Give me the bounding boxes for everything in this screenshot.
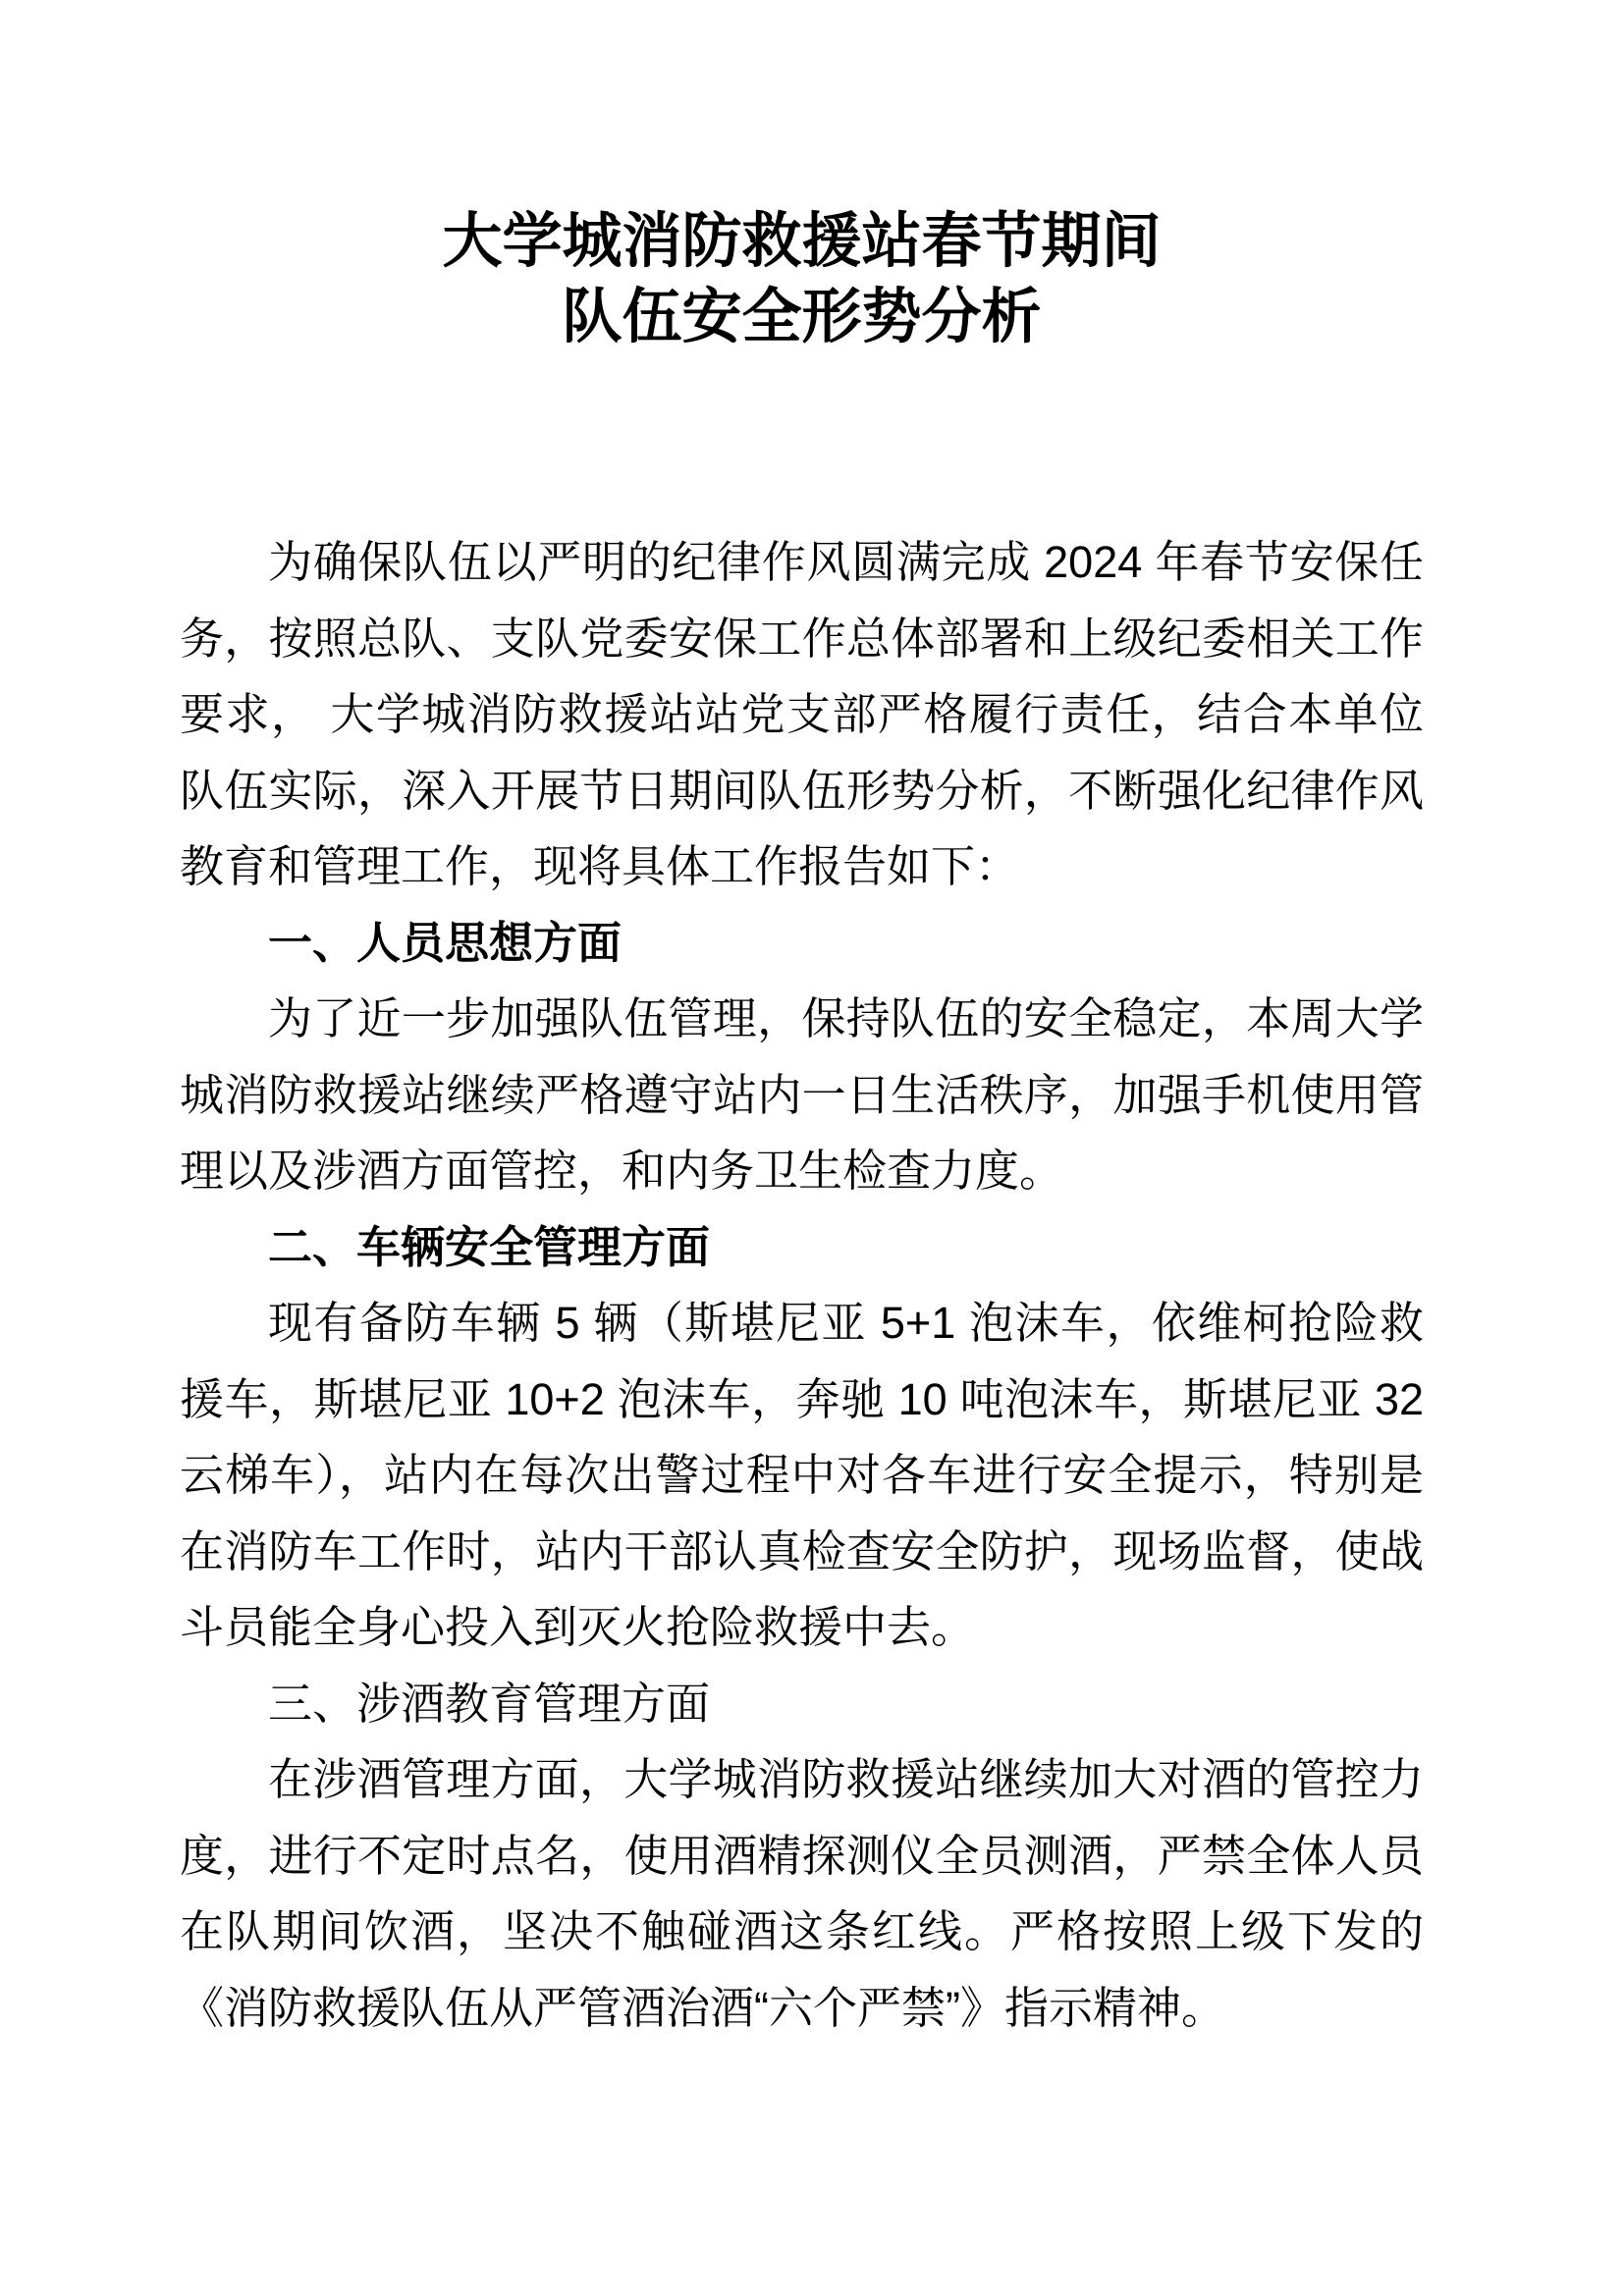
paragraph-line: 在消防车工作时，站内干部认真检查安全防护，现场监督，使战 (180, 1525, 1424, 1576)
paragraph (180, 1741, 1424, 2046)
paragraph-line: 理以及涉酒方面管控，和内务卫生检查力度。 (180, 1146, 1064, 1196)
paragraph (180, 981, 1424, 1209)
paragraph-line: 度，进行不定时点名，使用酒精探测仪全员测酒，严禁全体人员 (180, 1830, 1424, 1881)
paragraph-line: 在队期间饮酒，坚决不触碰酒这条红线。严格按照上级下发的 (180, 1906, 1424, 1956)
paragraph-line: 队伍实际，深入开展节日期间队伍形势分析，不断强化纪律作风 (180, 765, 1424, 816)
paragraph (180, 524, 1424, 905)
paragraph-line: 援车，斯堪尼亚 10+2 泡沫车，奔驰 10 吨泡沫车，斯堪尼亚 32 (180, 1373, 1424, 1424)
paragraph-line: 云梯车），站内在每次出警过程中对各车进行安全提示，特别是 (180, 1450, 1424, 1500)
paragraph-line: 城消防救援站继续严格遵守站内一日生活秩序，加强手机使用管 (180, 1069, 1424, 1120)
paragraph-line: 教育和管理工作，现将具体工作报告如下： (180, 841, 1020, 891)
paragraph-line: 务，按照总队、支队党委安保工作总体部署和上级纪委相关工作 (180, 613, 1424, 664)
paragraph-line: 为了近一步加强队伍管理，保持队伍的安全稳定，本周大学 (268, 993, 1424, 1043)
document-body (180, 524, 1424, 2046)
paragraph-line: 斗员能全身心投入到灭火抢险救援中去。 (180, 1602, 976, 1652)
paragraph-line: 在涉酒管理方面，大学城消防救援站继续加大对酒的管控力 (268, 1754, 1424, 1804)
section-heading: 二、车辆安全管理方面 (268, 1221, 711, 1272)
paragraph-line: 为确保队伍以严明的纪律作风圆满完成 2024 年春节安保任 (268, 537, 1424, 587)
paragraph-line: 现有备防车辆 5 辆（斯堪尼亚 5+1 泡沫车，依维柯抢险救 (268, 1298, 1424, 1348)
paragraph (180, 1285, 1424, 1666)
title-line-1: 大学城消防救援站春节期间 (442, 209, 1162, 275)
title-line-2: 队伍安全形势分析 (562, 285, 1042, 350)
section-heading: 一、人员思想方面 (268, 917, 623, 968)
paragraph-line: 要求， 大学城消防救援站站党支部严格履行责任，结合本单位 (180, 689, 1424, 739)
section-heading: 三、涉酒教育管理方面 (268, 1678, 711, 1729)
document-title (180, 204, 1424, 355)
paragraph-line: 《消防救援队伍从严管酒治酒“六个严禁”》指示精神。 (180, 1982, 1225, 2033)
